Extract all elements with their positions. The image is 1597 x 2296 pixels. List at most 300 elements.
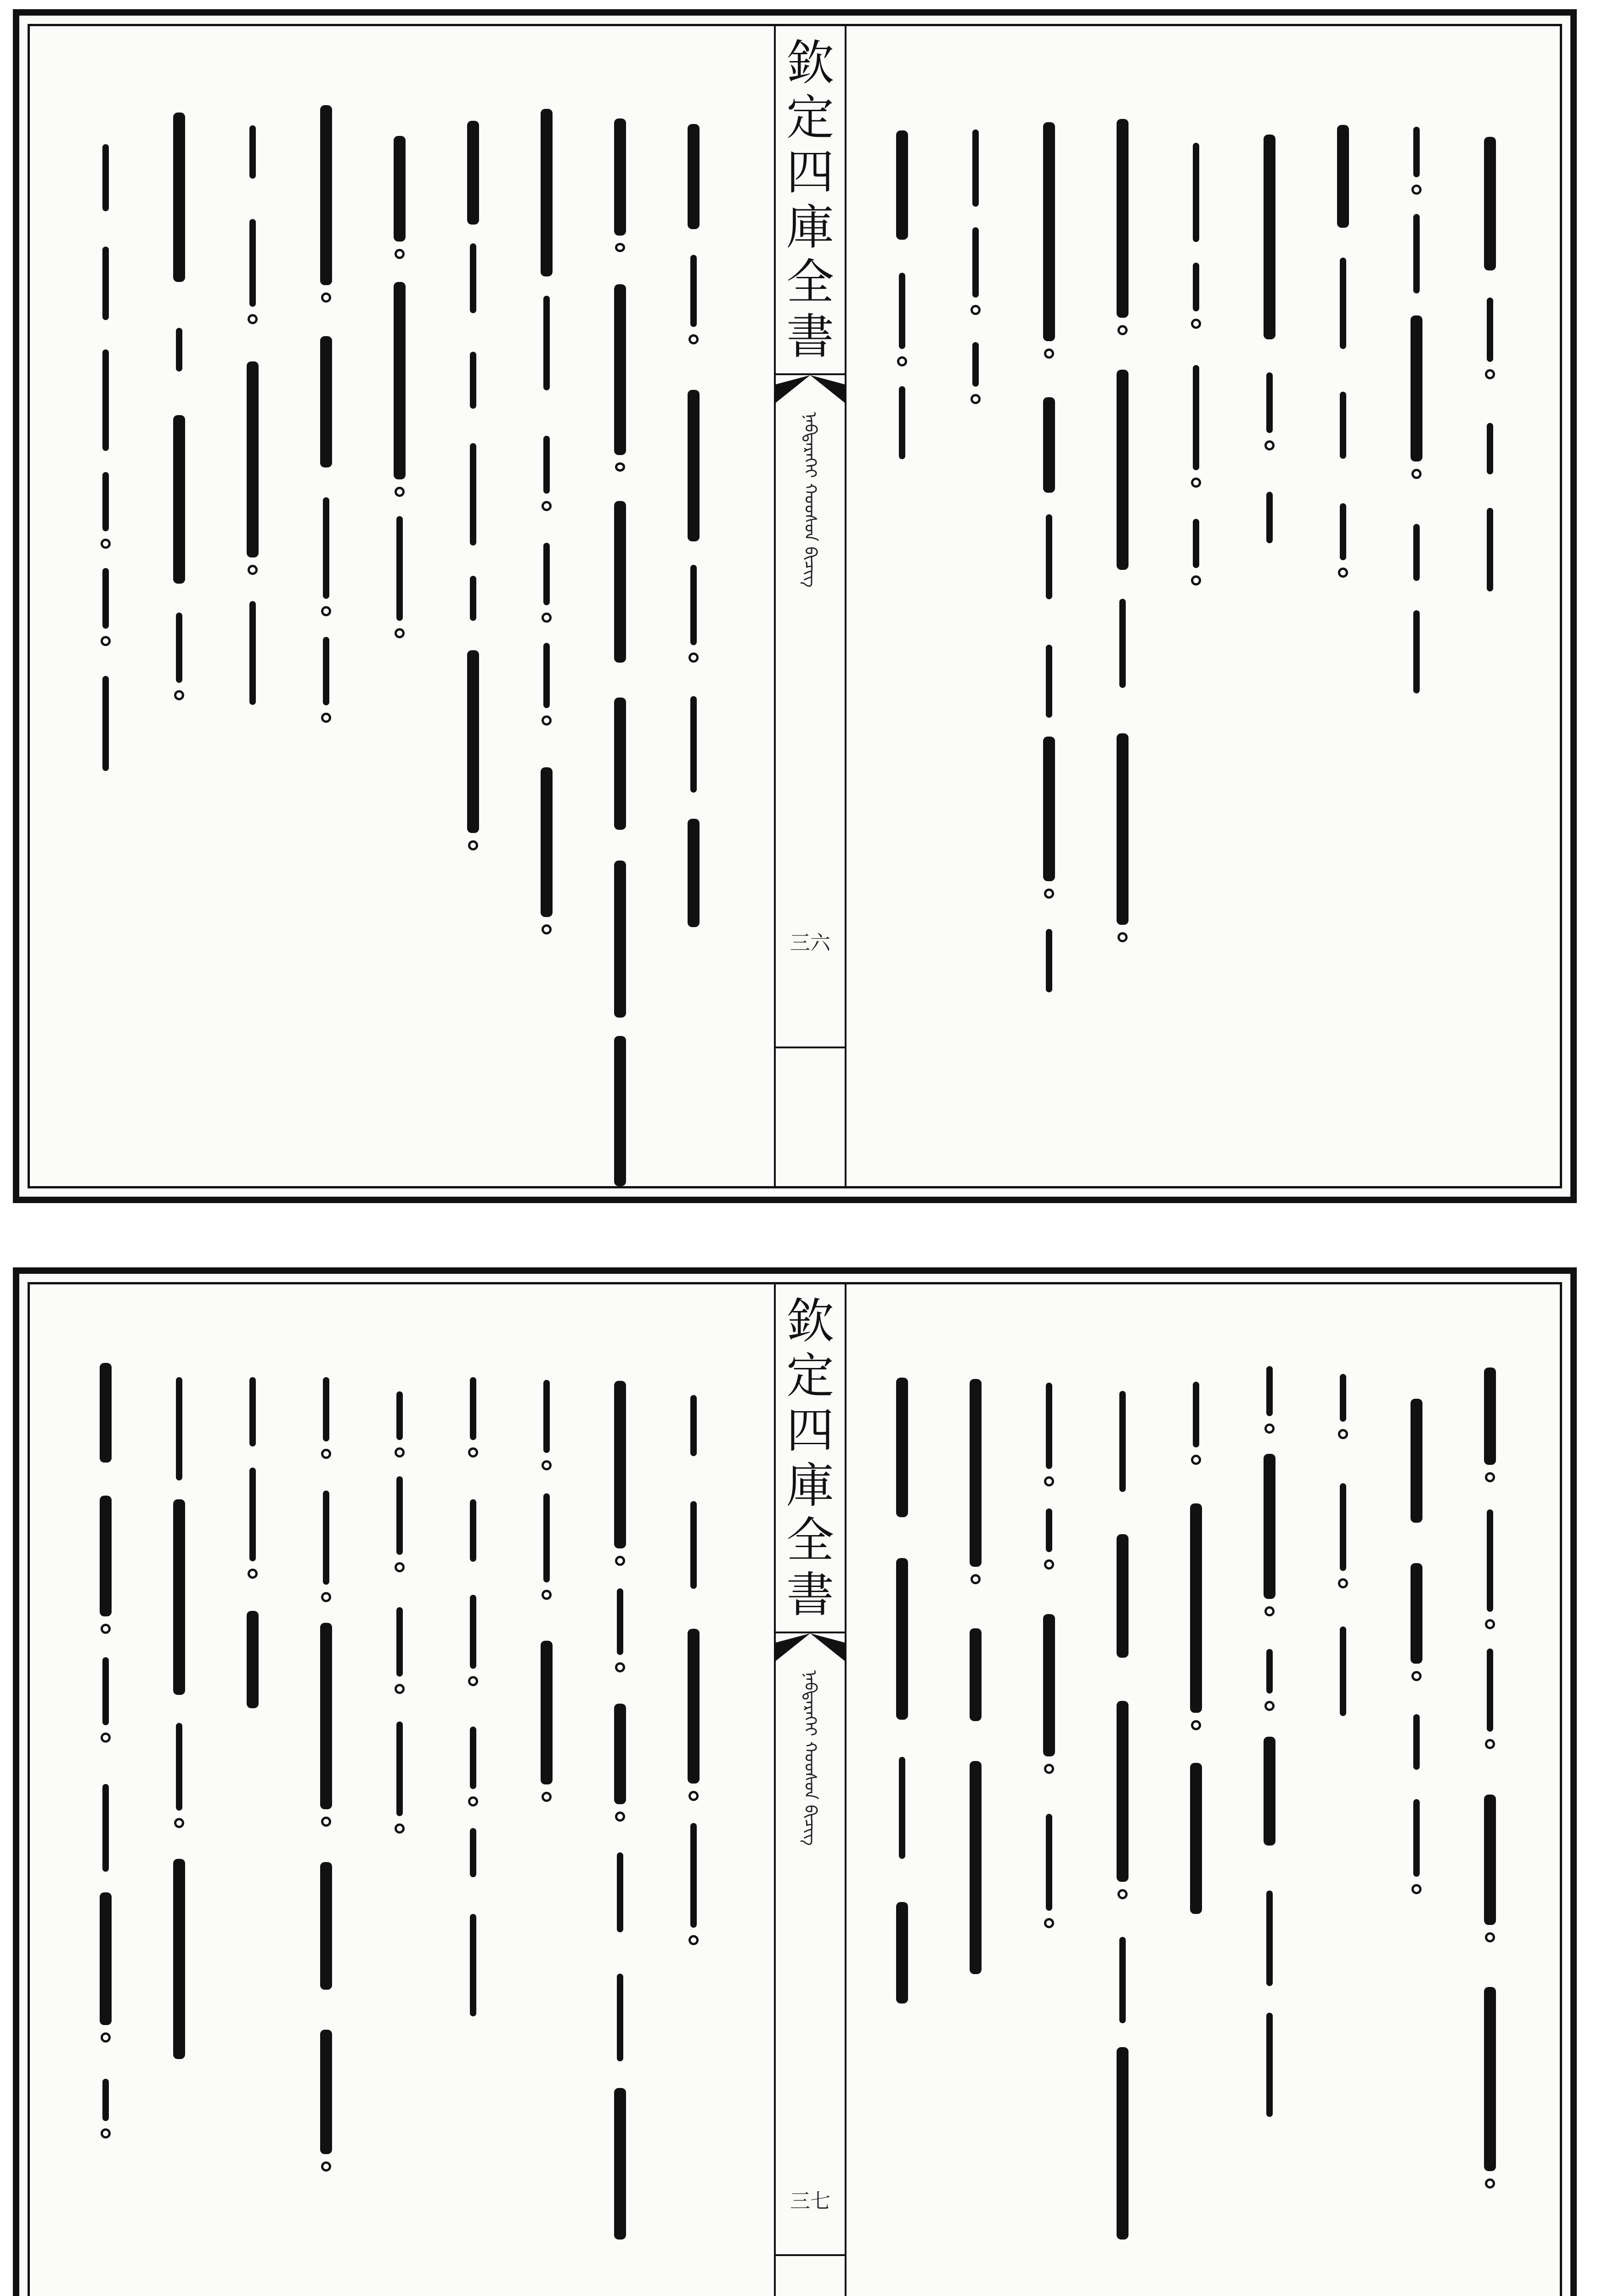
punctuation-mark — [542, 1792, 552, 1802]
script-stroke — [1340, 1374, 1346, 1422]
punctuation-mark — [971, 305, 981, 315]
script-stroke — [323, 637, 329, 705]
script-stroke — [249, 219, 256, 306]
punctuation-mark — [542, 613, 552, 623]
script-stroke — [617, 1852, 623, 1932]
script-stroke — [690, 1823, 697, 1928]
script-stroke — [323, 497, 329, 599]
script-stroke — [972, 129, 979, 207]
gutter-title-char: 欽 — [786, 1293, 834, 1349]
script-stroke — [1340, 258, 1346, 349]
punctuation-mark — [1044, 1476, 1054, 1486]
punctuation-mark — [1044, 1559, 1054, 1570]
script-stroke — [1193, 263, 1199, 311]
script-stroke — [614, 861, 626, 1017]
script-stroke — [1484, 1987, 1496, 2171]
punctuation-mark — [321, 713, 331, 723]
punctuation-mark — [395, 1562, 405, 1572]
script-stroke — [1043, 122, 1055, 341]
script-stroke — [1487, 1509, 1493, 1612]
script-column — [1396, 1284, 1437, 2296]
script-stroke — [1340, 503, 1346, 560]
script-column — [673, 1284, 714, 2296]
punctuation-mark — [1338, 568, 1348, 578]
page-frame — [28, 1282, 1562, 2296]
script-stroke — [614, 1036, 626, 1186]
script-stroke — [541, 767, 553, 917]
gutter-divider — [776, 1047, 845, 1048]
script-stroke — [1413, 214, 1420, 293]
script-stroke — [1264, 1454, 1275, 1599]
script-stroke — [541, 109, 553, 276]
script-stroke — [614, 501, 626, 663]
script-stroke — [1043, 737, 1055, 881]
script-stroke — [543, 643, 550, 708]
punctuation-mark — [1191, 319, 1201, 329]
punctuation-mark — [1411, 185, 1422, 195]
script-stroke — [1043, 1614, 1055, 1756]
text-columns-left — [30, 1284, 774, 2296]
script-stroke — [899, 386, 905, 459]
punctuation-mark — [321, 2161, 331, 2172]
script-column — [599, 26, 641, 1186]
script-stroke — [690, 255, 697, 327]
punctuation-mark — [468, 840, 478, 850]
punctuation-mark — [1264, 1701, 1275, 1711]
text-columns-right — [845, 1284, 1560, 2296]
script-stroke — [247, 1611, 259, 1708]
punctuation-mark — [971, 394, 981, 404]
script-stroke — [899, 1757, 905, 1858]
script-stroke — [249, 125, 256, 179]
gutter-title-char: 四 — [786, 1402, 834, 1459]
punctuation-mark — [1485, 1619, 1495, 1629]
script-stroke — [1117, 1534, 1129, 1658]
script-stroke — [100, 1892, 112, 2026]
punctuation-mark — [1264, 1424, 1275, 1434]
script-stroke — [543, 296, 550, 390]
gutter-title-char: 四 — [786, 144, 834, 201]
script-column — [1175, 1284, 1217, 2296]
punctuation-mark — [542, 924, 552, 934]
script-stroke — [173, 415, 185, 584]
script-column — [85, 26, 126, 1186]
script-stroke — [1117, 733, 1129, 924]
script-stroke — [247, 361, 259, 557]
script-stroke — [1487, 298, 1493, 362]
script-stroke — [102, 349, 109, 451]
script-stroke — [617, 1974, 623, 2062]
script-stroke — [1264, 135, 1275, 339]
script-stroke — [470, 1727, 476, 1789]
script-stroke — [972, 342, 979, 387]
script-stroke — [1046, 645, 1052, 718]
punctuation-mark — [321, 1817, 331, 1827]
script-stroke — [1119, 599, 1126, 688]
script-stroke — [896, 1902, 908, 2003]
punctuation-mark — [101, 1733, 111, 1743]
script-column — [955, 1284, 996, 2296]
script-stroke — [396, 516, 403, 621]
script-column — [1322, 1284, 1364, 2296]
punctuation-mark — [174, 1818, 184, 1828]
book-page-bottom — [13, 1267, 1577, 2296]
script-stroke — [396, 1607, 403, 1677]
gutter-title-char: 欽 — [786, 34, 834, 91]
punctuation-mark — [688, 1791, 699, 1801]
script-column — [1469, 1284, 1511, 2296]
script-stroke — [614, 1704, 626, 1804]
punctuation-mark — [101, 2032, 111, 2043]
script-stroke — [1193, 1382, 1199, 1447]
script-stroke — [323, 1491, 329, 1585]
gutter-page-number: 三七 — [790, 2189, 830, 2213]
script-stroke — [1190, 1503, 1202, 1712]
script-stroke — [102, 568, 109, 629]
script-column — [1249, 1284, 1290, 2296]
center-gutter — [774, 1284, 846, 2296]
script-stroke — [970, 1628, 982, 1721]
script-stroke — [1193, 143, 1199, 242]
punctuation-mark — [615, 1812, 625, 1822]
punctuation-mark — [468, 1796, 478, 1806]
script-stroke — [1340, 1483, 1346, 1571]
gutter-title-char: 全 — [786, 253, 834, 310]
script-stroke — [614, 698, 626, 830]
punctuation-mark — [248, 565, 258, 575]
script-stroke — [470, 1828, 476, 1877]
punctuation-mark — [1044, 349, 1054, 359]
script-stroke — [173, 1499, 185, 1695]
script-stroke — [1413, 610, 1420, 693]
script-stroke — [396, 1476, 403, 1554]
script-stroke — [320, 336, 332, 468]
script-stroke — [176, 1377, 182, 1480]
script-column — [232, 1284, 273, 2296]
script-column — [1028, 26, 1070, 1186]
script-column — [232, 26, 273, 1186]
script-stroke — [470, 1914, 476, 2016]
script-stroke — [1046, 1814, 1052, 1911]
script-stroke — [1117, 370, 1129, 570]
punctuation-mark — [897, 356, 907, 366]
punctuation-mark — [542, 715, 552, 726]
script-stroke — [467, 121, 479, 225]
script-stroke — [690, 1395, 697, 1457]
script-stroke — [394, 282, 406, 479]
punctuation-mark — [1485, 1739, 1495, 1749]
script-stroke — [1117, 2047, 1129, 2240]
script-stroke — [173, 1859, 185, 2059]
script-stroke — [1266, 372, 1273, 433]
script-column — [379, 26, 420, 1186]
punctuation-mark — [1044, 889, 1054, 899]
script-column — [85, 1284, 126, 2296]
script-column — [526, 26, 567, 1186]
script-stroke — [1193, 519, 1199, 568]
script-stroke — [1487, 1649, 1493, 1732]
script-stroke — [176, 613, 182, 682]
gutter-title-char: 庫 — [786, 1457, 834, 1514]
punctuation-mark — [1338, 1429, 1348, 1439]
script-stroke — [617, 1588, 623, 1655]
script-stroke — [543, 436, 550, 494]
script-column — [1396, 26, 1437, 1186]
punctuation-mark — [688, 653, 699, 663]
punctuation-mark — [1117, 932, 1128, 942]
script-stroke — [1413, 524, 1420, 581]
script-stroke — [690, 1501, 697, 1589]
script-stroke — [249, 1377, 256, 1446]
script-stroke — [688, 390, 700, 541]
script-column — [599, 1284, 641, 2296]
script-stroke — [688, 1629, 700, 1784]
script-stroke — [249, 1468, 256, 1561]
script-stroke — [470, 243, 476, 313]
fishtail-mark-icon — [776, 1633, 845, 1661]
script-column — [452, 1284, 494, 2296]
text-columns-left — [30, 26, 774, 1186]
script-stroke — [1046, 514, 1052, 600]
script-stroke — [102, 144, 109, 211]
script-stroke — [543, 1493, 550, 1582]
script-stroke — [1413, 1799, 1420, 1877]
punctuation-mark — [1485, 369, 1495, 379]
book-page-top — [13, 9, 1577, 1203]
gutter-page-number: 三六 — [790, 931, 830, 955]
script-stroke — [543, 1380, 550, 1453]
script-column — [1102, 1284, 1143, 2296]
punctuation-mark — [1044, 1764, 1054, 1774]
script-column — [452, 26, 494, 1186]
script-column — [379, 1284, 420, 2296]
script-stroke — [1266, 1891, 1273, 1986]
punctuation-mark — [248, 1569, 258, 1579]
script-stroke — [470, 443, 476, 546]
punctuation-mark — [542, 501, 552, 511]
gutter-divider — [776, 2254, 845, 2256]
punctuation-mark — [321, 1449, 331, 1459]
script-stroke — [470, 1377, 476, 1440]
script-stroke — [1117, 1701, 1129, 1882]
punctuation-mark — [1264, 1606, 1275, 1616]
script-stroke — [1046, 929, 1052, 993]
script-column — [673, 26, 714, 1186]
script-stroke — [970, 1761, 982, 1974]
gutter-title-char: 庫 — [786, 199, 834, 255]
script-column — [1175, 26, 1217, 1186]
script-stroke — [614, 284, 626, 456]
script-column — [305, 26, 347, 1186]
script-column — [1469, 26, 1511, 1186]
punctuation-mark — [1191, 1455, 1201, 1465]
punctuation-mark — [321, 293, 331, 303]
script-stroke — [1411, 1399, 1422, 1523]
script-stroke — [1193, 365, 1199, 470]
punctuation-mark — [395, 1684, 405, 1694]
script-stroke — [543, 543, 550, 605]
script-stroke — [102, 1784, 109, 1872]
punctuation-mark — [395, 487, 405, 497]
script-stroke — [1266, 1649, 1273, 1694]
punctuation-mark — [395, 1823, 405, 1834]
script-stroke — [896, 1558, 908, 1719]
script-stroke — [396, 1722, 403, 1816]
script-stroke — [1340, 392, 1346, 459]
gutter-title — [776, 1284, 845, 1633]
script-stroke — [1043, 397, 1055, 493]
punctuation-mark — [1191, 478, 1201, 488]
page-frame — [28, 24, 1562, 1188]
script-stroke — [1484, 1367, 1496, 1465]
script-stroke — [100, 1363, 112, 1463]
script-stroke — [1046, 1383, 1052, 1469]
script-stroke — [1264, 1737, 1275, 1846]
script-stroke — [249, 601, 256, 705]
punctuation-mark — [1191, 575, 1201, 585]
punctuation-mark — [615, 243, 625, 252]
script-stroke — [970, 1379, 982, 1567]
gutter-section-label: ᠨᠡᠪᠳᠡᠷᠡᠬᠡᠢ ᠬᠣᠣᠰᠤᠨ ᠪᠢᠴᠢᠭ᠌ — [801, 412, 820, 588]
script-stroke — [102, 2079, 109, 2121]
punctuation-mark — [688, 1935, 699, 1945]
punctuation-mark — [1338, 1578, 1348, 1588]
punctuation-mark — [395, 1447, 405, 1458]
script-stroke — [396, 1391, 403, 1441]
script-stroke — [100, 1496, 112, 1616]
script-stroke — [614, 2088, 626, 2240]
punctuation-mark — [101, 539, 111, 549]
gutter-title — [776, 26, 845, 375]
script-stroke — [470, 352, 476, 409]
script-stroke — [1487, 508, 1493, 591]
script-stroke — [1266, 1366, 1273, 1416]
punctuation-mark — [395, 628, 405, 638]
punctuation-mark — [1117, 325, 1128, 335]
script-stroke — [1266, 492, 1273, 543]
script-stroke — [320, 1623, 332, 1809]
script-stroke — [541, 1641, 553, 1784]
script-column — [158, 26, 200, 1186]
punctuation-mark — [615, 462, 625, 472]
punctuation-mark — [395, 249, 405, 259]
punctuation-mark — [174, 690, 184, 700]
script-stroke — [320, 105, 332, 285]
script-column — [881, 1284, 923, 2296]
script-stroke — [1487, 423, 1493, 475]
gutter-title-char: 定 — [786, 1347, 834, 1404]
punctuation-mark — [542, 1460, 552, 1470]
script-stroke — [470, 1595, 476, 1668]
gutter-title-char: 全 — [786, 1512, 834, 1568]
script-stroke — [323, 1377, 329, 1441]
punctuation-mark — [615, 1556, 625, 1566]
punctuation-mark — [971, 1574, 981, 1584]
punctuation-mark — [1191, 1720, 1201, 1730]
script-stroke — [102, 247, 109, 320]
script-stroke — [1190, 1763, 1202, 1914]
gutter-section-label: ᠨᠡᠪᠳᠡᠷᠡᠬᠡᠢ ᠬᠣᠣᠰᠤᠨ ᠪᠢᠴᠢᠭ᠌ — [801, 1670, 820, 1846]
fishtail-mark-icon — [776, 375, 845, 403]
script-stroke — [176, 328, 182, 372]
script-stroke — [1411, 315, 1422, 461]
punctuation-mark — [468, 1447, 478, 1458]
punctuation-mark — [1485, 1932, 1495, 1942]
punctuation-mark — [101, 1624, 111, 1634]
script-stroke — [688, 124, 700, 229]
script-stroke — [176, 1723, 182, 1811]
script-stroke — [102, 676, 109, 771]
script-stroke — [896, 1378, 908, 1517]
punctuation-mark — [688, 334, 699, 344]
script-stroke — [320, 2030, 332, 2154]
script-stroke — [690, 565, 697, 645]
script-column — [526, 1284, 567, 2296]
gutter-title-char: 書 — [786, 1567, 834, 1623]
punctuation-mark — [321, 606, 331, 616]
script-column — [1102, 26, 1143, 1186]
script-stroke — [102, 472, 109, 531]
script-stroke — [173, 113, 185, 282]
script-stroke — [1266, 2013, 1273, 2117]
script-stroke — [614, 1381, 626, 1548]
script-stroke — [1119, 1391, 1126, 1492]
script-column — [955, 26, 996, 1186]
script-stroke — [470, 576, 476, 621]
punctuation-mark — [1264, 440, 1275, 450]
script-column — [881, 26, 923, 1186]
punctuation-mark — [1411, 1884, 1422, 1894]
gutter-title-char: 書 — [786, 309, 834, 365]
script-stroke — [1413, 127, 1420, 177]
script-stroke — [1340, 1626, 1346, 1716]
script-stroke — [614, 118, 626, 236]
text-columns-right — [845, 26, 1560, 1186]
center-gutter — [774, 26, 846, 1186]
script-stroke — [972, 227, 979, 298]
script-stroke — [1484, 137, 1496, 270]
punctuation-mark — [101, 2128, 111, 2138]
script-column — [1028, 1284, 1070, 2296]
gutter-title-char: 定 — [786, 89, 834, 146]
punctuation-mark — [1485, 2178, 1495, 2189]
punctuation-mark — [321, 1592, 331, 1602]
script-stroke — [1117, 119, 1129, 318]
script-stroke — [1411, 1563, 1422, 1664]
script-column — [1249, 26, 1290, 1186]
punctuation-mark — [248, 314, 258, 324]
script-stroke — [1046, 1508, 1052, 1552]
punctuation-mark — [101, 636, 111, 646]
punctuation-mark — [1117, 1889, 1128, 1899]
script-stroke — [467, 650, 479, 833]
script-stroke — [688, 819, 700, 927]
script-stroke — [899, 273, 905, 349]
script-column — [158, 1284, 200, 2296]
punctuation-mark — [542, 1590, 552, 1600]
script-stroke — [470, 1499, 476, 1562]
script-column — [305, 1284, 347, 2296]
punctuation-mark — [1411, 1671, 1422, 1681]
script-stroke — [1413, 1714, 1420, 1770]
script-stroke — [394, 136, 406, 241]
punctuation-mark — [615, 1662, 625, 1672]
punctuation-mark — [1044, 1918, 1054, 1928]
script-stroke — [1119, 1937, 1126, 2024]
punctuation-mark — [1485, 1472, 1495, 1482]
script-column — [1322, 26, 1364, 1186]
script-stroke — [1484, 1795, 1496, 1925]
